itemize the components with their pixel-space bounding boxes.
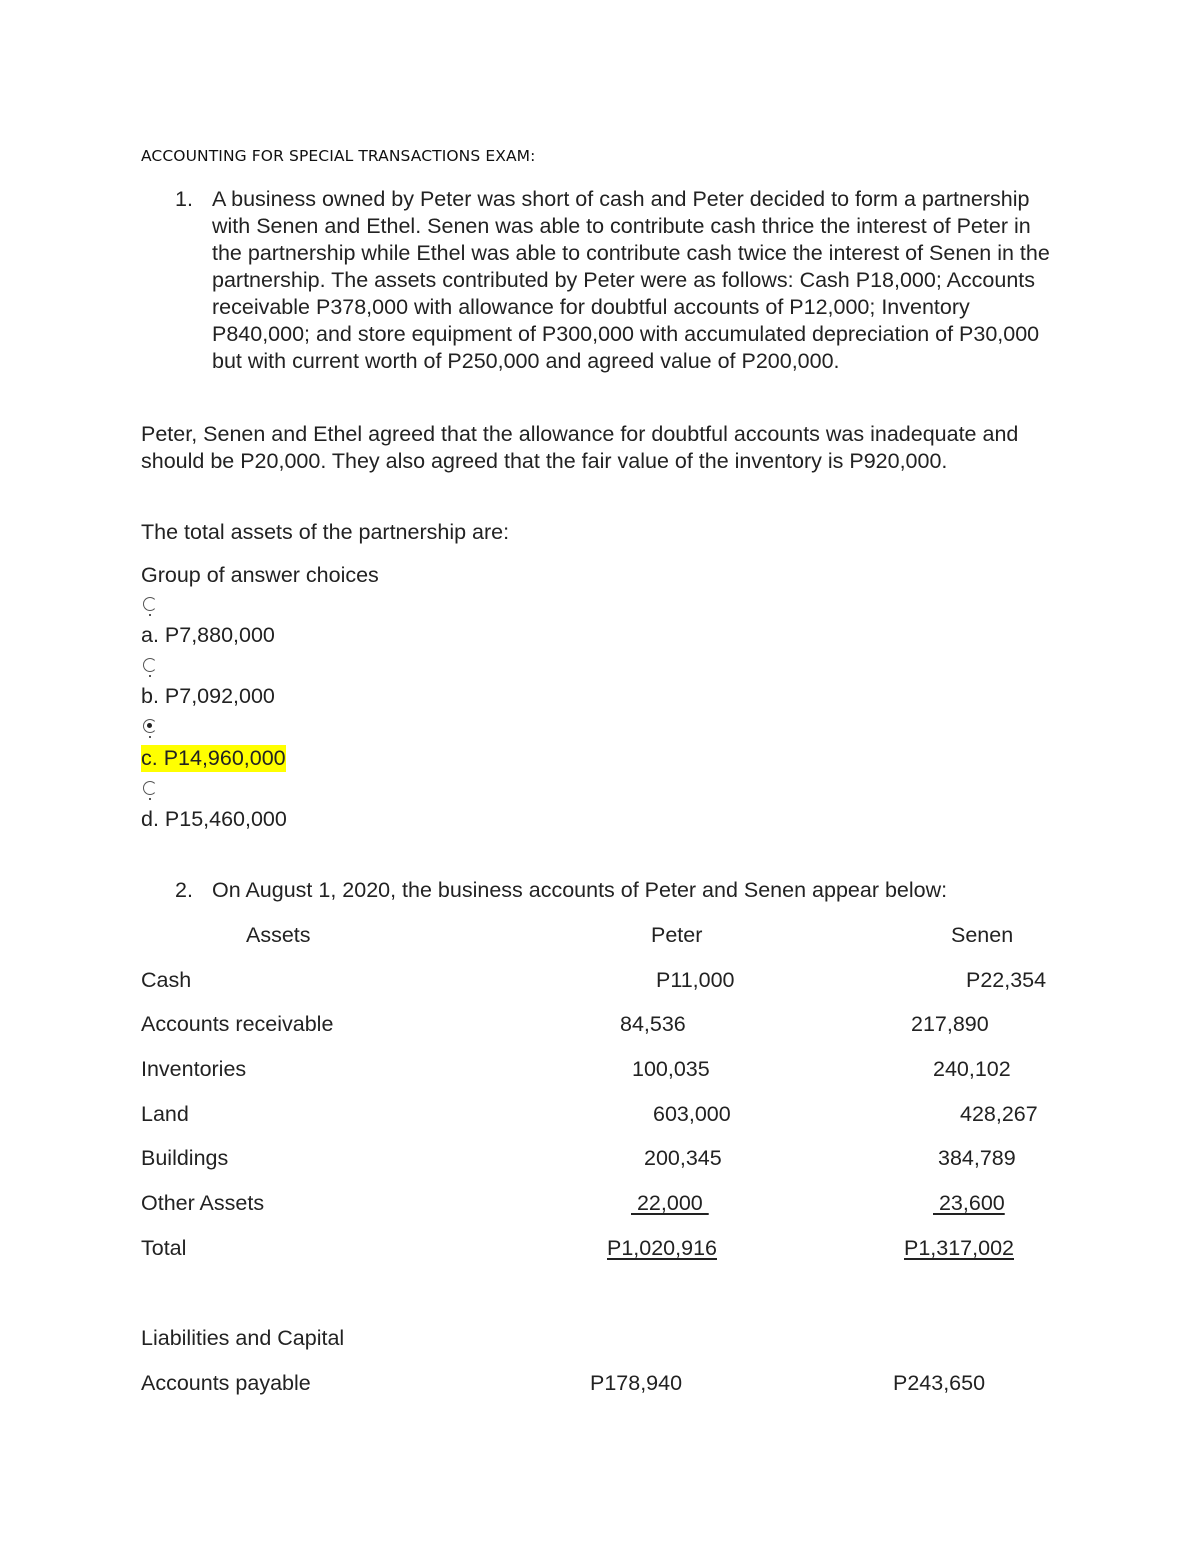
exam-title: ACCOUNTING FOR SPECIAL TRANSACTIONS EXAM: — [141, 147, 536, 165]
row-label: Cash — [141, 968, 192, 992]
choices-group-label: Group of answer choices — [141, 563, 379, 587]
question-number: 2. — [175, 878, 193, 902]
row-label: Accounts receivable — [141, 1012, 334, 1036]
row-label: Land — [141, 1102, 189, 1126]
senen-value: 23,600 — [933, 1191, 1005, 1215]
column-header-peter: Peter — [651, 923, 703, 947]
question-text: On August 1, 2020, the business accounts of Peter and Senen appear below: — [212, 878, 948, 902]
senen-value: P22,354 — [966, 968, 1047, 992]
peter-value: P178,940 — [590, 1371, 683, 1395]
column-header-assets: Assets — [246, 923, 311, 947]
senen-value: 384,789 — [938, 1146, 1016, 1170]
row-label: Other Assets — [141, 1191, 265, 1215]
choice-d-label: d. P15,460,000 — [141, 807, 287, 831]
radio-choice-d[interactable] — [143, 781, 157, 795]
row-label: Inventories — [141, 1057, 247, 1081]
choice-a-label: a. P7,880,000 — [141, 623, 275, 647]
senen-total: P1,317,002 — [904, 1236, 1014, 1260]
peter-value: 200,345 — [644, 1146, 722, 1170]
peter-value: 84,536 — [620, 1012, 686, 1036]
radio-choice-c-selected[interactable] — [143, 719, 157, 733]
question-text: A business owned by Peter was short of cash and Peter decided to form a partnership with Senen and Ethel. Senen was able to contribute cash thrice the interest of Peter in the partnership while Ethel was able to contribute cash twice the interest of Senen in the partnership. The assets contributed by Peter were as follows: Cash P18,000; Accounts receivable P378,000 with allowance for doubtful accounts of P12,000; Inventory P840,000; and store equipment of P300,000 with accumulated depreciation of P30,000 but with current worth of P250,000 and agreed value of P200,000. — [212, 187, 1050, 373]
senen-value: 240,102 — [933, 1057, 1011, 1081]
senen-value: 428,267 — [960, 1102, 1038, 1126]
total-label: Total — [141, 1236, 187, 1260]
senen-value: P243,650 — [893, 1371, 986, 1395]
choice-c-label-highlighted: c. P14,960,000 — [141, 746, 286, 770]
radio-choice-a[interactable] — [143, 597, 157, 611]
peter-total: P1,020,916 — [607, 1236, 717, 1260]
radio-choice-b[interactable] — [143, 658, 157, 672]
peter-value: 22,000 — [631, 1191, 709, 1215]
question-followup: Peter, Senen and Ethel agreed that the allowance for doubtful accounts was inadequate and should be P20,000. They also agreed that the fair value of the inventory is P920,000. — [141, 422, 1019, 473]
senen-value: 217,890 — [911, 1012, 989, 1036]
peter-value: 100,035 — [632, 1057, 710, 1081]
column-header-senen: Senen — [951, 923, 1014, 947]
choice-b-label: b. P7,092,000 — [141, 684, 275, 708]
question-prompt: The total assets of the partnership are: — [141, 520, 510, 544]
peter-value: P11,000 — [656, 968, 735, 992]
peter-value: 603,000 — [653, 1102, 731, 1126]
row-label: Buildings — [141, 1146, 229, 1170]
question-number: 1. — [175, 187, 193, 211]
row-label: Accounts payable — [141, 1371, 311, 1395]
liabilities-header: Liabilities and Capital — [141, 1326, 345, 1350]
